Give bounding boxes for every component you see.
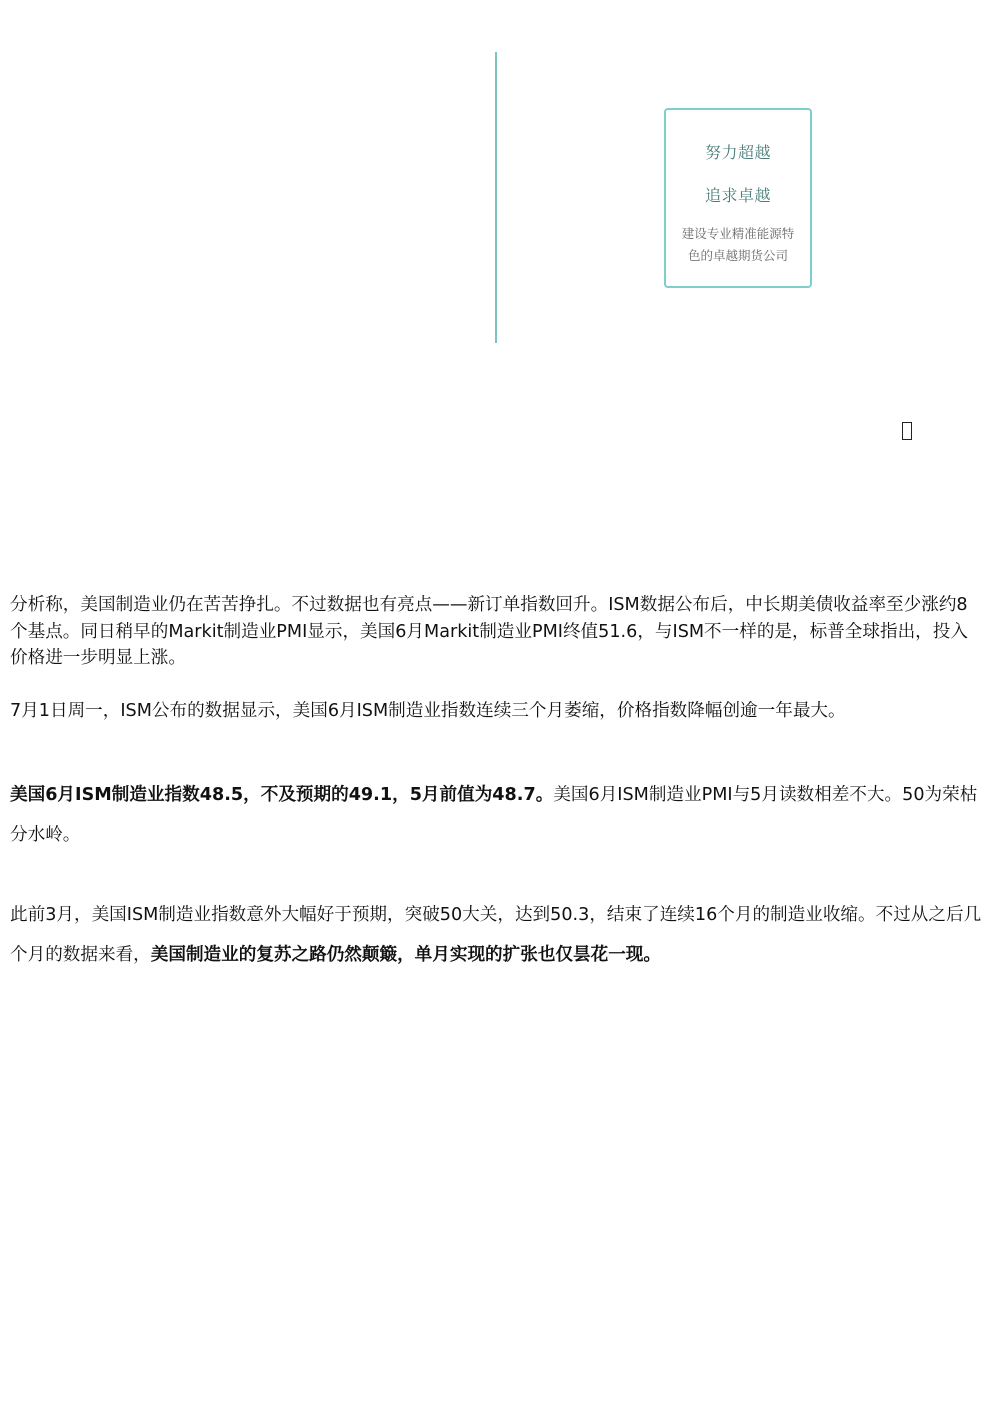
slogan-subtitle: 建设专业精准能源特色的卓越期货公司 <box>681 226 795 263</box>
paragraph-ism-release: 7月1日周一，ISM公布的数据显示，美国6月ISM制造业指数连续三个月萎缩，价格指数降幅创逾一年最大。 <box>10 701 846 721</box>
march-context-highlight: 美国制造业的复苏之路仍然颠簸，单月实现的扩张也仅昙花一现。 <box>150 945 661 965</box>
paragraph-march-context <box>10 895 985 975</box>
ism-values-highlight: 美国6月ISM制造业指数48.5，不及预期的49.1，5月前值为48.7。 <box>10 785 554 805</box>
slogan-line-2: 追求卓越 <box>704 186 771 205</box>
ism-values-text: 美国6月ISM制造业PMI与5月读数相差不大。50为荣枯分水岭。 <box>10 785 978 845</box>
slogan-line-1: 努力超越 <box>704 143 771 162</box>
slogan-box <box>664 108 812 288</box>
paragraph-analysis: 分析称，美国制造业仍在苦苦挣扎。不过数据也有亮点——新订单指数回升。ISM数据公布后，中长期美债收益率至少涨约8个基点。同日稍早的Markit制造业PMI显示，美国6月Markit制造业PMI终值51.6，与ISM不一样的是，标普全球指出，投入价格进一步明显上涨。 <box>10 595 968 668</box>
march-context-text: 此前3月，美国ISM制造业指数意外大幅好于预期，突破50大关，达到50.3，结束了连续16个月的制造业收缩。不过从之后几个月的数据来看， <box>10 905 982 965</box>
paragraph-ism-values <box>10 775 985 855</box>
missing-glyph-icon <box>902 422 912 440</box>
header-divider <box>495 52 497 343</box>
